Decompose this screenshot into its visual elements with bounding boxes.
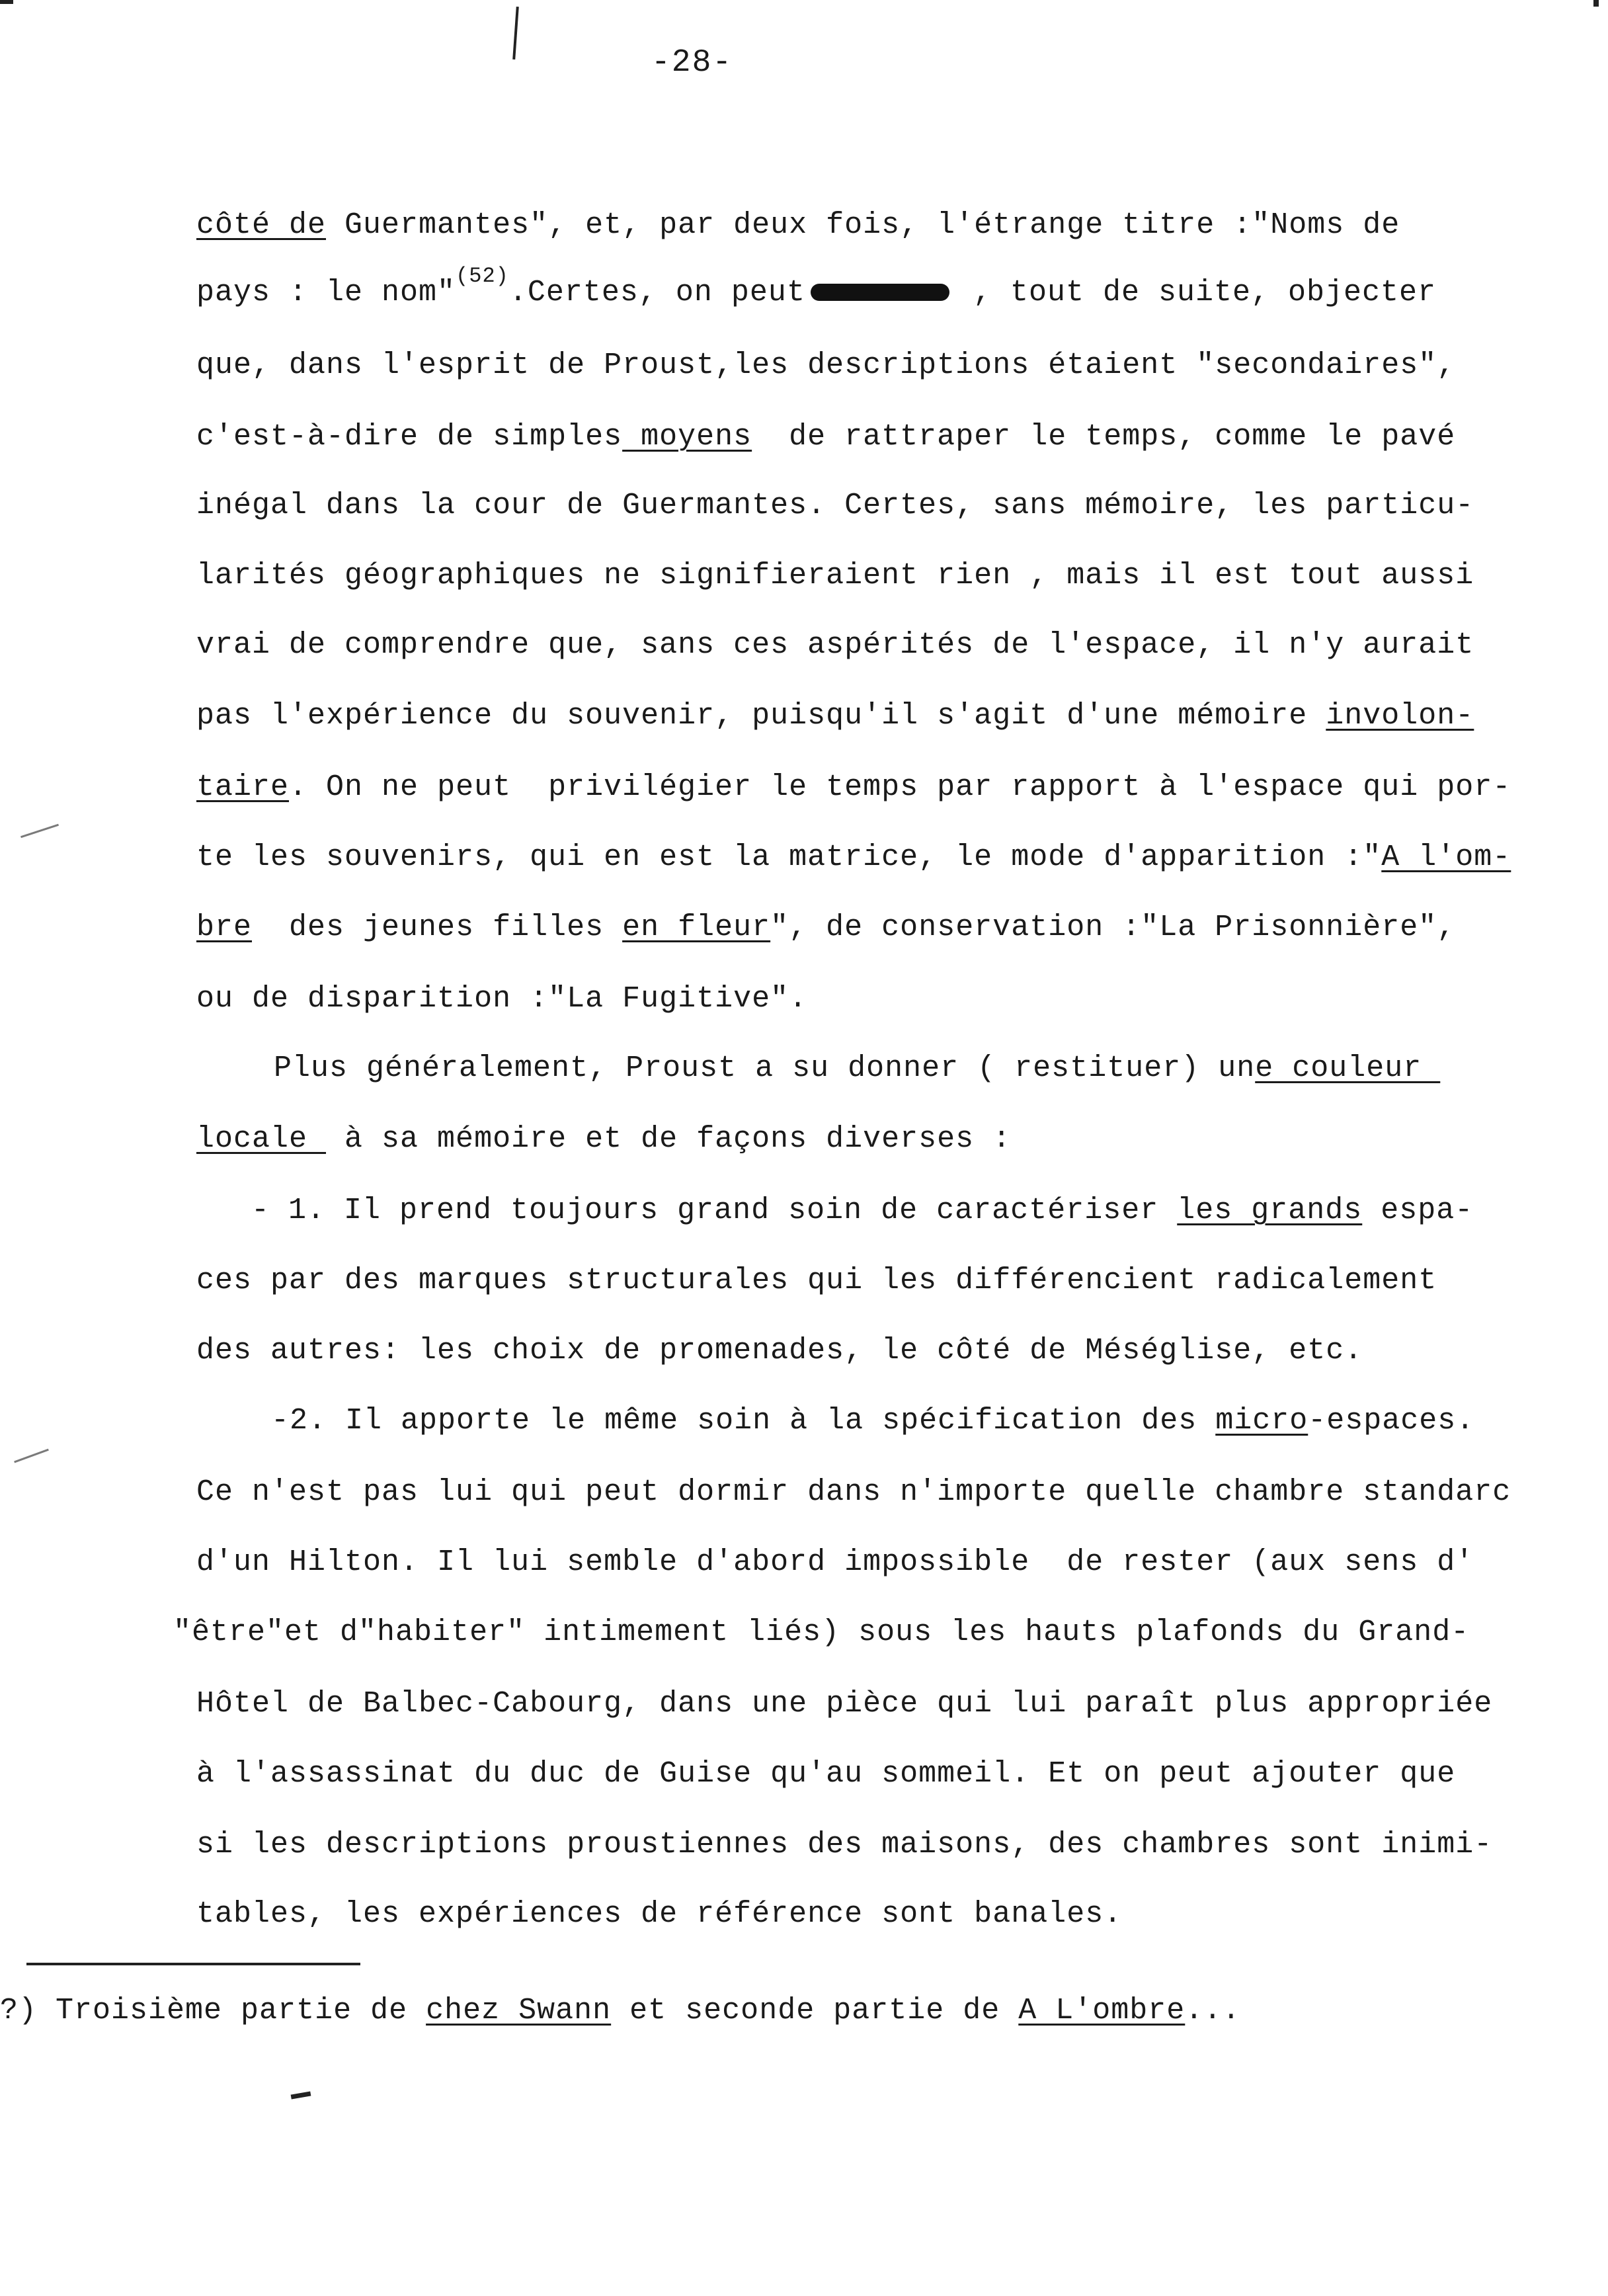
text-line (271, 1406, 1474, 1436)
text-line: si les descriptions proustiennes des maisons, des chambres sont inimi- (196, 1828, 1493, 1862)
text-line: inégal dans la cour de Guermantes. Certes, sans mémoire, les particu- (196, 489, 1474, 522)
footnote-ref: (52) (456, 264, 509, 288)
text-span: et seconde partie de (611, 1994, 1019, 2028)
page-number: -28- (651, 45, 733, 81)
text-span: - 1. Il prend toujours grand soin de caractériser (251, 1194, 1178, 1227)
text-line: tables, les expériences de référence sont banales. (196, 1897, 1123, 1931)
text-line: ces par des marques structurales qui les différencient radicalement (196, 1264, 1437, 1297)
text-span: Guermantes", et, par deux fois, l'étrange titre :"Noms de (326, 208, 1400, 242)
underlined-text: e couleur (1255, 1051, 1441, 1085)
underlined-text: A l'om- (1381, 840, 1511, 874)
text-line: que, dans l'esprit de Proust,les descriptions étaient "secondaires", (196, 348, 1456, 382)
scan-mark (1593, 0, 1599, 7)
text-span: pays : le nom" (196, 276, 456, 309)
text-span: te les souvenirs, qui en est la matrice, le mode d'apparition :" (196, 840, 1382, 874)
underlined-text: locale (196, 1122, 327, 1156)
text-span: des jeunes filles (252, 911, 623, 944)
text-line: "être"et d"habiter" intimement liés) sous les hauts plafonds du Grand- (173, 1616, 1470, 1649)
text-span: ?) Troisième partie de (0, 1994, 426, 2028)
underlined-text: côté de (196, 208, 327, 242)
scan-mark (291, 2091, 311, 2099)
text-span: -espaces. (1308, 1404, 1475, 1438)
text-span: c'est-à-dire de simples (196, 420, 623, 454)
text-line: ou de disparition :"La Fugitive". (196, 982, 808, 1016)
underlined-text: taire (196, 770, 290, 804)
text-line (196, 422, 1455, 452)
text-span: espa- (1362, 1194, 1474, 1227)
text-span: pas l'expérience du souvenir, puisqu'il s'agit d'une mémoire (196, 699, 1326, 733)
text-span: , tout de suite, objecter (954, 276, 1437, 309)
text-line (274, 1053, 1440, 1083)
text-line (251, 1196, 1473, 1225)
text-span: .Certes, on peut (508, 276, 805, 309)
text-line (196, 264, 1437, 309)
text-line (196, 210, 1400, 240)
underlined-text: involon- (1326, 699, 1474, 733)
text-span: Plus généralement, Proust a su donner ( restituer) un (274, 1051, 1256, 1085)
text-line: Ce n'est pas lui qui peut dormir dans n'importe quelle chambre standarc (196, 1475, 1511, 1509)
underlined-text: A L'ombre (1018, 1994, 1186, 2028)
scan-mark (14, 1449, 49, 1463)
underlined-text: moyens (622, 420, 752, 454)
redaction-mark (811, 284, 949, 301)
text-span: à sa mémoire et de façons diverses : (326, 1122, 1012, 1156)
footnote (0, 1994, 1240, 2028)
text-line: à l'assassinat du duc de Guise qu'au sommeil. Et on peut ajouter que (196, 1757, 1456, 1791)
text-span: . On ne peut privilégier le temps par rapport à l'espace qui por- (289, 770, 1511, 804)
underlined-text: en fleur (622, 911, 771, 944)
underlined-text: chez Swann (426, 1994, 612, 2028)
text-line: d'un Hilton. Il lui semble d'abord impossible de rester (aux sens d' (196, 1545, 1474, 1579)
text-span: ", de conservation :"La Prisonnière", (770, 911, 1456, 944)
underlined-text: bre (196, 911, 253, 944)
text-line (196, 842, 1511, 872)
text-line: Hôtel de Balbec-Cabourg, dans une pièce qui lui paraît plus appropriée (196, 1687, 1493, 1721)
text-line (196, 772, 1511, 802)
text-span: de rattraper le temps, comme le pavé (752, 420, 1456, 454)
text-line (196, 1124, 1011, 1154)
scan-mark (0, 0, 13, 4)
text-line (196, 701, 1474, 731)
text-line: vrai de comprendre que, sans ces aspérités de l'espace, il n'y aurait (196, 628, 1474, 662)
text-line: des autres: les choix de promenades, le côté de Méséglise, etc. (196, 1334, 1363, 1368)
text-span: -2. Il apporte le même soin à la spécification des (271, 1404, 1216, 1438)
footnote-divider (26, 1963, 360, 1965)
text-line (196, 913, 1455, 942)
text-span: ... (1185, 1994, 1241, 2028)
scan-mark (512, 7, 519, 60)
scan-mark (20, 824, 59, 838)
underlined-text: micro (1215, 1404, 1308, 1438)
text-line: larités géographiques ne signifieraient rien , mais il est tout aussi (196, 559, 1474, 593)
underlined-text: les grands (1177, 1194, 1363, 1227)
